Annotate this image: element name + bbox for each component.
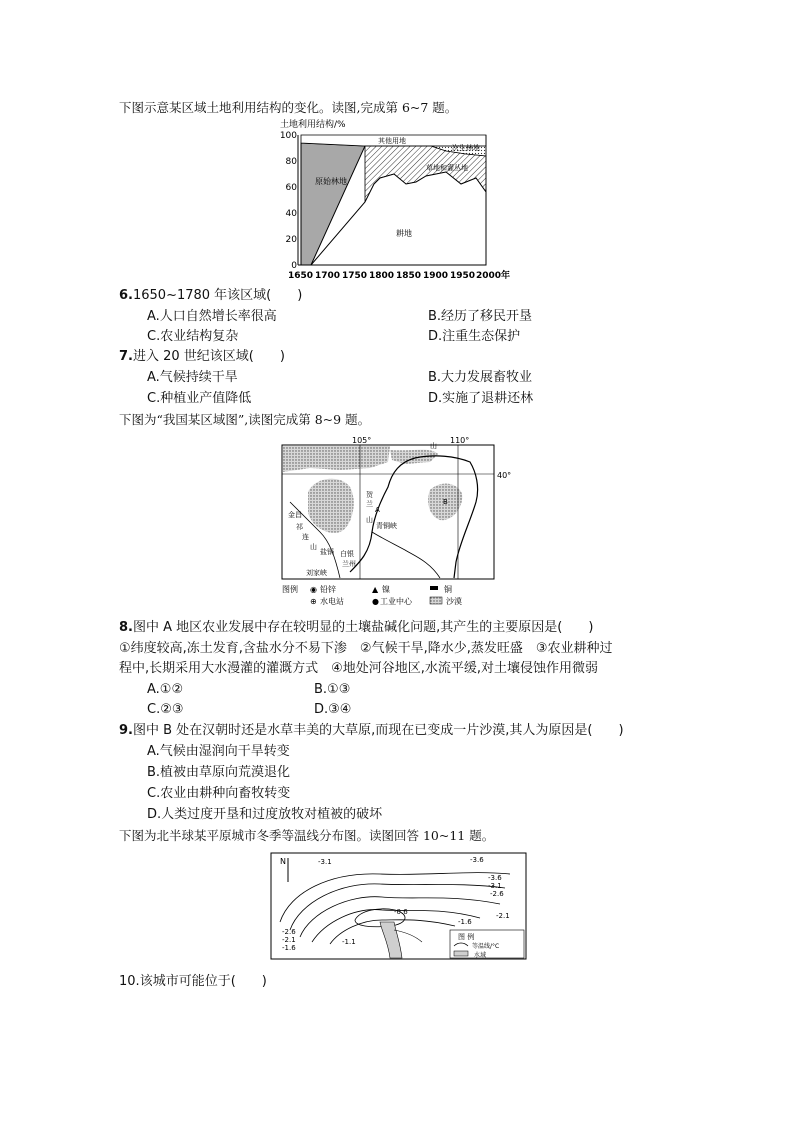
q9-option-c[interactable]: C.农业由耕种向畜牧转变 — [147, 786, 291, 801]
q6-option-a[interactable]: A.人口自然增长率很高 — [147, 309, 277, 324]
legend-copper: 铜 — [444, 585, 452, 594]
y-tick-100: 100 — [279, 131, 297, 141]
q8-option-c[interactable]: C.②③ — [147, 702, 184, 717]
legend-industry: 工业中心 — [380, 597, 412, 606]
iso-label-7: -1.6 — [458, 918, 472, 926]
q8-stem: 图中 A 地区农业发展中存在较明显的土壤盐碱化问题,其产生的主要原因是( ) — [132, 620, 594, 635]
iso-label-10: -2.1 — [282, 936, 296, 944]
isotherm-legend-water — [454, 951, 468, 956]
label-liujiaxia: 刘家峡 — [306, 569, 327, 577]
q9-number: 9. — [119, 723, 133, 738]
legend-desert: 沙漠 — [446, 597, 462, 606]
label-lanzhou: 兰州 — [342, 560, 356, 568]
q7-stem: 进入 20 世纪该区域( ) — [132, 349, 285, 364]
y-tick-0: 0 — [291, 261, 297, 271]
q6-option-c[interactable]: C.农业结构复杂 — [147, 329, 239, 344]
label-primary-forest: 原始林地 — [315, 177, 347, 186]
iso-label-12: -1.1 — [342, 938, 356, 946]
legend-nickel: 镍 — [382, 585, 390, 594]
q8-statements-1: ①纬度较高,冻土发育,含盐水分不易下渗 ②气候干旱,降水少,蒸发旺盛 ③农业耕种过 — [119, 641, 613, 656]
north-label: N — [280, 857, 286, 866]
x-tick-1650: 1650 — [288, 271, 314, 281]
q7-option-b[interactable]: B.大力发展畜牧业 — [428, 370, 533, 385]
y-tick-40: 40 — [285, 209, 297, 219]
q6-option-b[interactable]: B.经历了移民开垦 — [428, 309, 533, 324]
q7-option-d[interactable]: D.实施了退耕还林 — [428, 391, 534, 406]
legend-hydro-icon: ⊕ — [310, 597, 317, 606]
iso-label-11: -1.6 — [282, 944, 296, 952]
label-secondary-forest: 次生林地 — [452, 144, 480, 152]
q9-option-b[interactable]: B.植被由草原向荒漠退化 — [147, 765, 291, 780]
q6-stem: 1650~1780 年该区域( ) — [132, 288, 303, 303]
lat-40: 40° — [497, 471, 512, 480]
question-10 — [119, 973, 267, 991]
iso-label-5: -2.6 — [490, 890, 504, 898]
q8-statements-2: 程中,长期采用大水漫灌的灌溉方式 ④地处河谷地区,水流平缓,对土壤侵蚀作用微弱 — [119, 661, 599, 676]
label-jinchang: 金昌 — [288, 511, 302, 519]
x-tick-1800: 1800 — [369, 271, 395, 281]
label-lan: 兰 — [366, 500, 373, 508]
q6-option-d[interactable]: D.注重生态保护 — [428, 329, 521, 344]
legend-title: 图例 — [282, 585, 298, 594]
y-tick-60: 60 — [285, 183, 297, 193]
question-9 — [119, 722, 624, 740]
legend-lead-zinc: 铅锌 — [320, 585, 336, 594]
label-he: 贺 — [366, 491, 373, 499]
label-b: B — [443, 498, 448, 506]
q10-stem: 该城市可能位于( ) — [139, 974, 267, 989]
lon-110: 110° — [450, 436, 470, 445]
q6-number: 6. — [119, 288, 133, 303]
iso-label-1: -3.1 — [318, 858, 332, 866]
label-shan3: 山 — [430, 442, 437, 450]
x-tick-1700: 1700 — [315, 271, 341, 281]
label-other-land: 其他用地 — [378, 137, 406, 145]
iso-label-8: -0.6 — [394, 908, 408, 916]
q8-number: 8. — [119, 620, 133, 635]
q7-number: 7. — [119, 349, 133, 364]
isotherm-legend-title: 图 例 — [458, 933, 475, 941]
label-baiyin: 白银 — [340, 550, 354, 558]
q8-option-b[interactable]: B.①③ — [314, 682, 351, 697]
legend-industry-icon: ● — [372, 597, 379, 606]
question-8 — [119, 619, 593, 637]
label-qingtongxia: 青铜峡 — [376, 522, 397, 530]
intro-q6-7: 下图示意某区域土地利用结构的变化。读图,完成第 6~7 题。 — [119, 100, 458, 115]
lon-105: 105° — [352, 436, 372, 445]
x-tick-labels — [288, 269, 510, 281]
label-lian: 连 — [302, 533, 309, 541]
x-tick-1850: 1850 — [396, 271, 422, 281]
isotherm-legend-water-label: 水域 — [474, 952, 487, 959]
legend-hydro: 水电站 — [320, 597, 344, 606]
iso-label-6: -2.1 — [496, 912, 510, 920]
x-tick-1950: 1950 — [450, 271, 476, 281]
question-7 — [119, 348, 285, 366]
isotherm-legend-iso: 等温线/°C — [472, 943, 500, 950]
iso-label-4: -3.1 — [488, 882, 502, 890]
iso-label-2: -3.6 — [470, 856, 484, 864]
region-map — [280, 432, 520, 608]
y-tick-20: 20 — [285, 235, 297, 245]
question-6 — [119, 287, 302, 305]
y-tick-80: 80 — [285, 157, 297, 167]
q8-option-d[interactable]: D.③④ — [314, 702, 352, 717]
isotherm-map — [270, 852, 528, 962]
intro-q8-9: 下图为“我国某区域图”,读图完成第 8~9 题。 — [119, 412, 371, 427]
legend-copper-icon — [430, 586, 438, 590]
chart-ylabel: 土地利用结构/% — [280, 120, 346, 130]
q9-option-d[interactable]: D.人类过度开垦和过度放牧对植被的破坏 — [147, 807, 383, 822]
label-shan: 山 — [310, 543, 317, 551]
label-yanguo: 盐锅 — [320, 548, 334, 556]
label-grass: 草地和灌丛地 — [426, 164, 468, 172]
legend-desert-icon — [430, 597, 442, 604]
q9-stem: 图中 B 处在汉朝时还是水草丰美的大草原,而现在已变成一片沙漠,其人为原因是( ) — [132, 723, 624, 738]
label-shan2: 山 — [366, 516, 373, 524]
x-tick-1750: 1750 — [342, 271, 368, 281]
q7-option-a[interactable]: A.气候持续干旱 — [147, 370, 238, 385]
q9-option-a[interactable]: A.气候由湿润向干旱转变 — [147, 744, 290, 759]
q7-option-c[interactable]: C.种植业产值降低 — [147, 391, 252, 406]
iso-label-9: -2.6 — [282, 928, 296, 936]
x-tick-1900: 1900 — [423, 271, 449, 281]
q8-option-a[interactable]: A.①② — [147, 682, 184, 697]
q10-number: 10. — [119, 974, 140, 989]
label-a: A — [375, 506, 380, 514]
y-tick-labels — [280, 131, 297, 271]
legend-nickel-icon: ▲ — [372, 585, 379, 594]
legend-lead-zinc-icon: ◉ — [310, 585, 317, 594]
label-qi: 祁 — [296, 523, 303, 531]
land-use-chart — [276, 116, 516, 286]
x-tick-2000: 2000年 — [476, 271, 511, 281]
intro-q10-11: 下图为北半球某平原城市冬季等温线分布图。读图回答 10~11 题。 — [119, 828, 495, 843]
label-farmland: 耕地 — [396, 229, 412, 238]
iso-label-3: -3.6 — [488, 874, 502, 882]
